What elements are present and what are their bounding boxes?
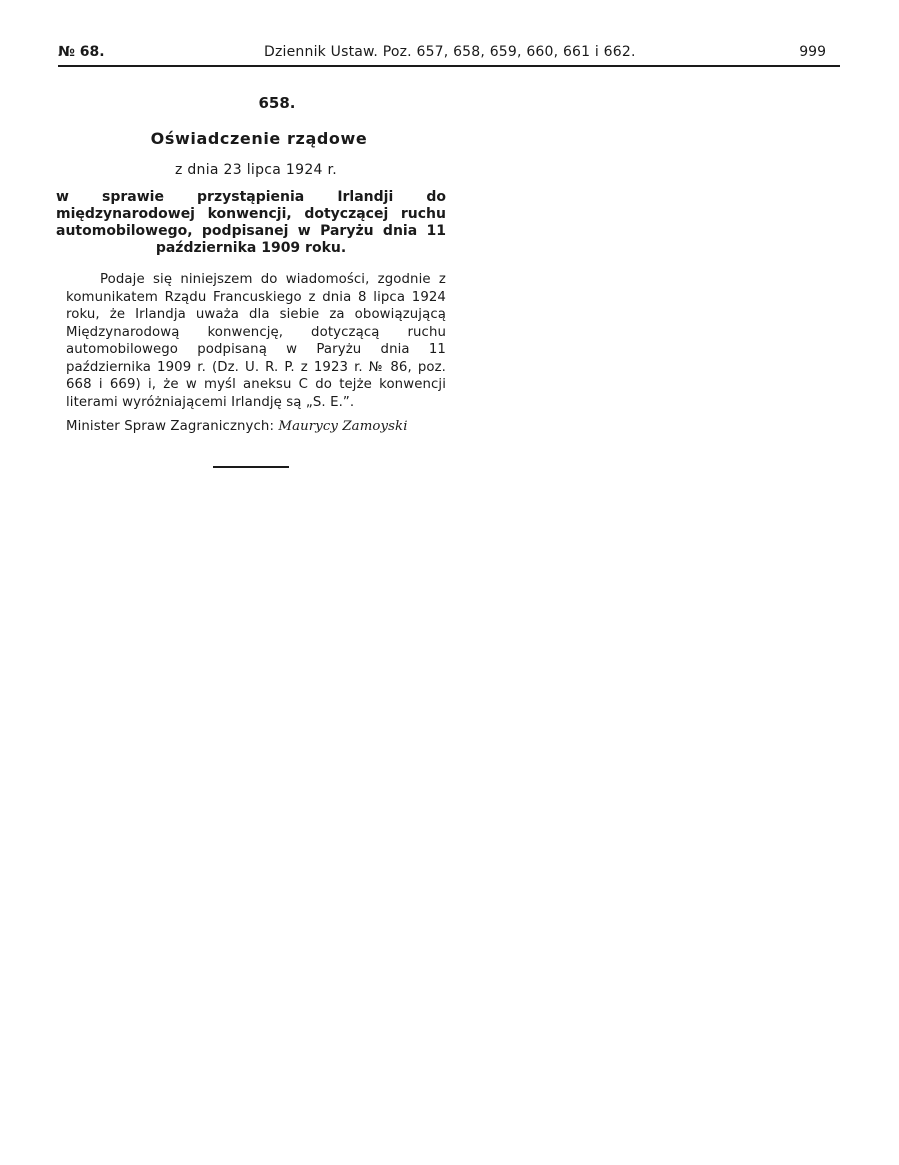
journal-title: Dziennik Ustaw. Poz. 657, 658, 659, 660, 661 i 662. <box>264 44 636 60</box>
end-rule <box>213 466 289 468</box>
document-date: z dnia 23 lipca 1924 r. <box>174 162 338 178</box>
signature-role: Minister Spraw Zagranicznych: <box>66 419 275 434</box>
page-number: 999 <box>799 44 826 60</box>
document-title: Oświadczenie rządowe <box>150 129 368 148</box>
document-body: Podaje się niniejszem do wiadomości, zgodnie z komunikatem Rządu Francuskiego z dnia 8 lipca 1924 roku, że Irlandja uważa dla siebie za obowiązującą Międzynarodową konwencję, dotyczącą ruchu automobilowego podpisaną w Paryżu dnia 11 października 1909 r. (Dz. U. R. P. z 1923 r. № 86, poz. 668 i 669) i, że w myśl aneksu C do tejże konwencji literami wyróżniającemi Irlandję są „S. E.”. <box>66 272 446 410</box>
signature-name: Maurycy Zamoyski <box>278 419 408 434</box>
header-rule <box>58 65 840 67</box>
document-column <box>56 90 446 434</box>
item-number: 658. <box>258 94 296 112</box>
document-subject: w sprawie przystąpienia Irlandji do międzynarodowej konwencji, dotyczącej ruchu automobilowego, podpisanej w Paryżu dnia 11 października 1909 roku. <box>56 189 446 256</box>
signature <box>66 419 446 434</box>
issue-number: № 68. <box>58 44 105 60</box>
